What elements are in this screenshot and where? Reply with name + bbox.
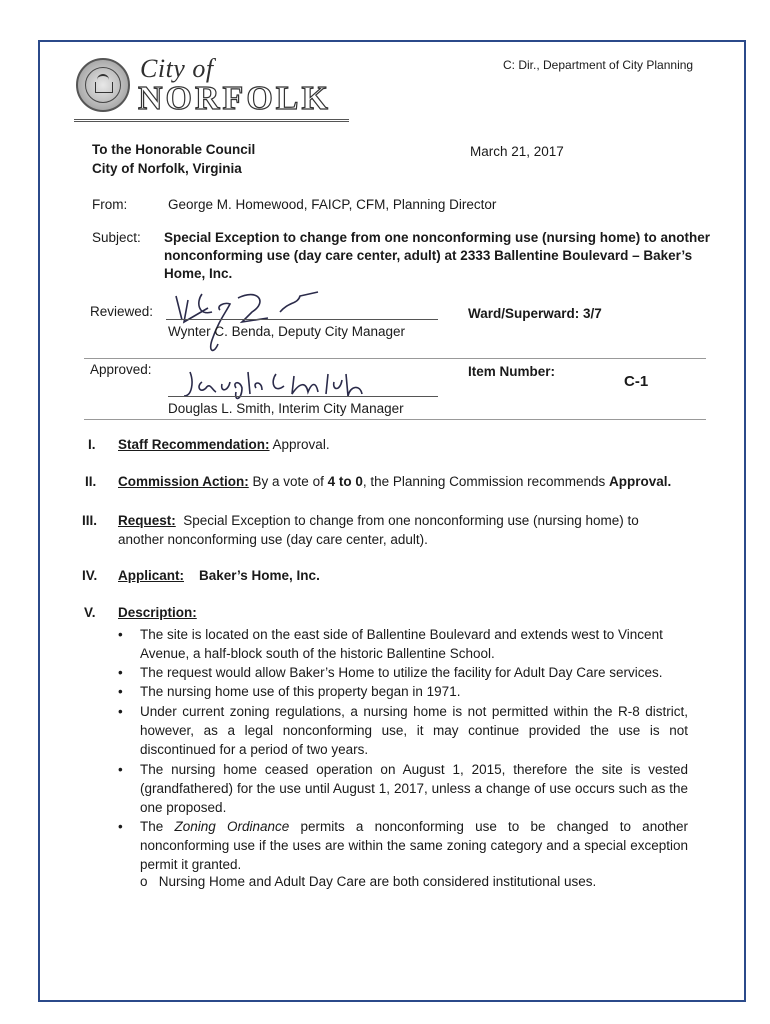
addressee-line2: City of Norfolk, Virginia xyxy=(92,161,242,176)
bullet-3-text: The nursing home use of this property began in 1971. xyxy=(140,684,461,699)
section-3-line1-wrap xyxy=(118,513,639,528)
divider-1 xyxy=(84,358,706,359)
section-2-number: II. xyxy=(85,474,97,489)
description-sub-bullet-1 xyxy=(140,874,596,889)
description-bullet-1 xyxy=(118,625,688,663)
from-label: From: xyxy=(92,197,128,212)
section-3-line1: Special Exception to change from one nonconforming use (nursing home) to xyxy=(183,513,639,528)
section-3-heading: Request: xyxy=(118,513,176,528)
section-5-number: V. xyxy=(84,605,96,620)
section-3-line2: another nonconforming use (day care center, adult). xyxy=(118,532,428,547)
divider-2 xyxy=(84,419,706,420)
bullet-5-text: The nursing home ceased operation on August 1, 2015, therefore the site is vested (grandfathered) for the use until August 1, 2017, unless a change of use occurs such as the one proposed. xyxy=(140,762,688,815)
approved-label: Approved: xyxy=(90,362,152,377)
addressee-line1: To the Honorable Council xyxy=(92,142,256,157)
bullet-2-marker: • xyxy=(118,665,123,680)
bullet-4-marker: • xyxy=(118,704,123,719)
item-number: C-1 xyxy=(624,373,649,390)
section-2-body xyxy=(118,474,671,489)
cc-line: C: Dir., Department of City Planning xyxy=(503,58,694,72)
approved-signature-line xyxy=(168,396,438,397)
bullet-5-marker: • xyxy=(118,762,123,777)
city-seal-logo xyxy=(76,58,130,112)
reviewer-signature xyxy=(168,282,338,358)
section-4-text: Baker’s Home, Inc. xyxy=(199,568,320,583)
subject-label: Subject: xyxy=(92,230,141,245)
approver-name: Douglas L. Smith, Interim City Manager xyxy=(168,401,404,416)
subject-line1: Special Exception to change from one nonconforming use (nursing home) to another xyxy=(164,230,711,245)
sub-bullet-marker: o xyxy=(140,874,148,889)
section-2-result: Approval. xyxy=(608,474,672,489)
section-1-heading: Staff Recommendation: xyxy=(118,437,270,452)
bullet-2-text: The request would allow Baker’s Home to utilize the facility for Adult Day Care services. xyxy=(140,665,663,680)
bullet-6-zoning-ordinance: Zoning Ordinance xyxy=(174,819,290,834)
logo-city-of: City of xyxy=(140,54,214,83)
logo-norfolk: NORFOLK xyxy=(138,80,331,117)
section-2-votes: 4 to 0 xyxy=(327,474,363,489)
logo-underline xyxy=(74,119,349,122)
bullet-6-text-a: The xyxy=(140,819,164,834)
approver-signature xyxy=(176,360,376,404)
subject-line2: nonconforming use (day care center, adult) at 2333 Ballentine Boulevard – Baker’s xyxy=(164,248,693,263)
section-1-number: I. xyxy=(88,437,96,452)
description-bullet-2 xyxy=(118,663,688,682)
description-bullet-3 xyxy=(118,682,688,701)
reviewed-label: Reviewed: xyxy=(90,304,154,319)
section-1-body xyxy=(118,437,330,452)
section-4-body xyxy=(118,568,320,583)
section-4-heading: Applicant: xyxy=(118,568,184,583)
description-bullet-6 xyxy=(118,817,688,874)
reviewed-signature-line xyxy=(166,319,438,320)
bullet-1-text: The site is located on the east side of Ballentine Boulevard and extends west to Vincent Avenue, a half-block south of the historic Ballentine School. xyxy=(140,627,663,661)
bullet-4-text: Under current zoning regulations, a nursing home is not permitted within the R-8 district, however, as a legal nonconforming use, it may continue provided the use is not discontinued for a period of two years. xyxy=(140,704,688,757)
bullet-6-marker: • xyxy=(118,819,123,834)
sub-bullet-text: Nursing Home and Adult Day Care are both considered institutional uses. xyxy=(158,874,597,889)
item-number-label: Item Number: xyxy=(468,364,556,379)
subject-line3: Home, Inc. xyxy=(164,266,233,281)
bullet-1-marker: • xyxy=(118,627,123,642)
bullet-3-marker: • xyxy=(118,684,123,699)
section-4-number: IV. xyxy=(82,568,98,583)
section-5-heading: Description: xyxy=(118,605,197,620)
description-bullet-4 xyxy=(118,702,688,759)
description-bullet-5 xyxy=(118,760,688,817)
section-2-text-b: , the Planning Commission recommends xyxy=(362,474,606,489)
reviewer-name: Wynter C. Benda, Deputy City Manager xyxy=(168,324,405,339)
bullet-6-text-b: permits a nonconforming use to be changed to another nonconforming use if the uses are within the same zoning category and a special exception permit it granted. xyxy=(140,819,688,872)
ward-superward: Ward/Superward: 3/7 xyxy=(468,306,602,321)
memo-date: March 21, 2017 xyxy=(470,144,564,159)
section-3-number: III. xyxy=(82,513,98,528)
section-1-text: Approval. xyxy=(272,437,330,452)
section-2-heading: Commission Action: xyxy=(118,474,249,489)
section-2-text-a: By a vote of xyxy=(252,474,324,489)
from-value: George M. Homewood, FAICP, CFM, Planning Director xyxy=(168,197,497,212)
